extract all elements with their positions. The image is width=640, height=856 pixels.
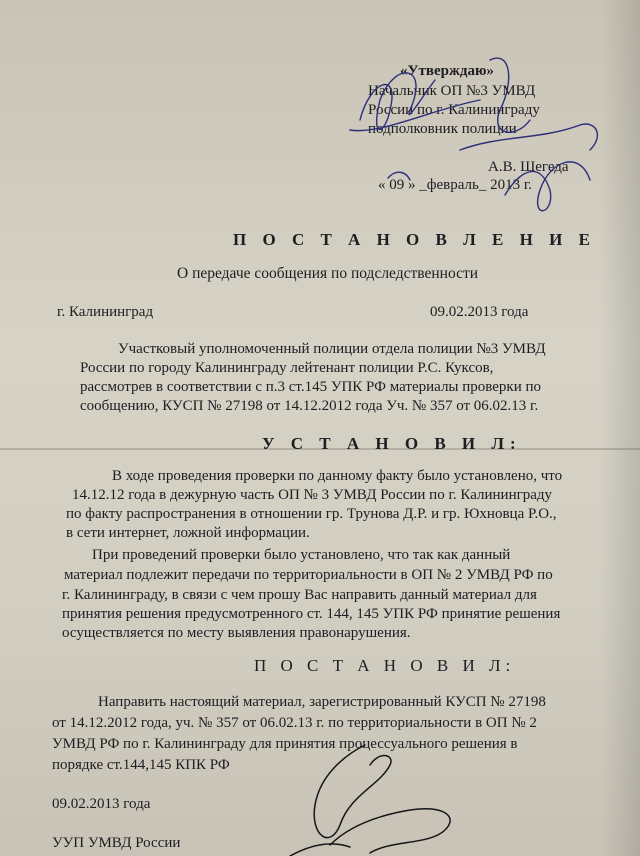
resolved-line-1: Направить настоящий материал, зарегистрированный КУСП № 27198 [98,694,546,710]
resolved-line-3: УМВД РФ по г. Калининграду для принятия процессуального решения в [52,736,518,752]
established-line-7: г. Калининграду, в связи с чем прошу Вас направить данный материал для [62,587,537,603]
footer-signer: УУП УМВД России [52,835,181,851]
established-line-1: В ходе проведения проверки по данному факту было установлено, что [112,468,563,484]
established-line-3: по факту распространения в отношении гр. Трунова Д.Р. и гр. Юхновца Р.О., [66,506,557,522]
approval-line-1: Начальник ОП №3 УМВД [368,83,536,99]
officer-signature [270,735,490,856]
approval-title: «Утверждаю» [400,63,494,79]
footer-date: 09.02.2013 года [52,796,151,812]
document-date: 09.02.2013 года [430,304,529,320]
approval-date: « 09 » _февраль_ 2013 г. [378,177,533,193]
established-line-5: При проведений проверки было установлено, что так как данный [92,547,511,563]
approval-line-2: России по г. Калининграду [368,102,540,118]
intro-line-1: Участковый уполномоченный полиции отдела полиции №3 УМВД [118,341,546,357]
resolved-heading: П О С Т А Н О В И Л: [254,656,516,675]
established-line-8: принятия решения предусмотренного ст. 144, 145 УПК РФ принятие решения [62,606,561,622]
approval-signature [340,40,620,240]
document-subtitle: О передаче сообщения по подследственности [177,265,479,282]
established-line-2: 14.12.12 года в дежурную часть ОП № 3 УМВД России по г. Калининграду [72,487,553,503]
established-line-9: осуществляется по месту выявления правонарушения. [62,625,411,641]
established-heading: У С Т А Н О В И Л: [262,434,522,453]
intro-line-2: России по городу Калининграду лейтенант полиции Р.С. Куксов, [80,360,494,376]
established-line-4: в сети интернет, ложной информации. [66,525,310,541]
intro-line-3: рассмотрев в соответствии с п.3 ст.145 УПК РФ материалы проверки по [80,379,542,395]
resolved-line-2: от 14.12.2012 года, уч. № 357 от 06.02.13 г. по территориальности в ОП № 2 [52,715,537,731]
established-line-6: материал подлежит передачи по территориальности в ОП № 2 УМВД РФ по [64,567,553,583]
document-title: П О С Т А Н О В Л Е Н И Е [233,230,596,249]
approval-name: А.В. Шегеда [488,159,569,175]
approval-line-3: подполковник полиции [368,121,517,137]
intro-line-4: сообщению, КУСП № 27198 от 14.12.2012 года Уч. № 357 от 06.02.13 г. [80,398,539,414]
resolved-line-4: порядке ст.144,145 КПК РФ [52,757,230,773]
place: г. Калининград [57,304,154,320]
